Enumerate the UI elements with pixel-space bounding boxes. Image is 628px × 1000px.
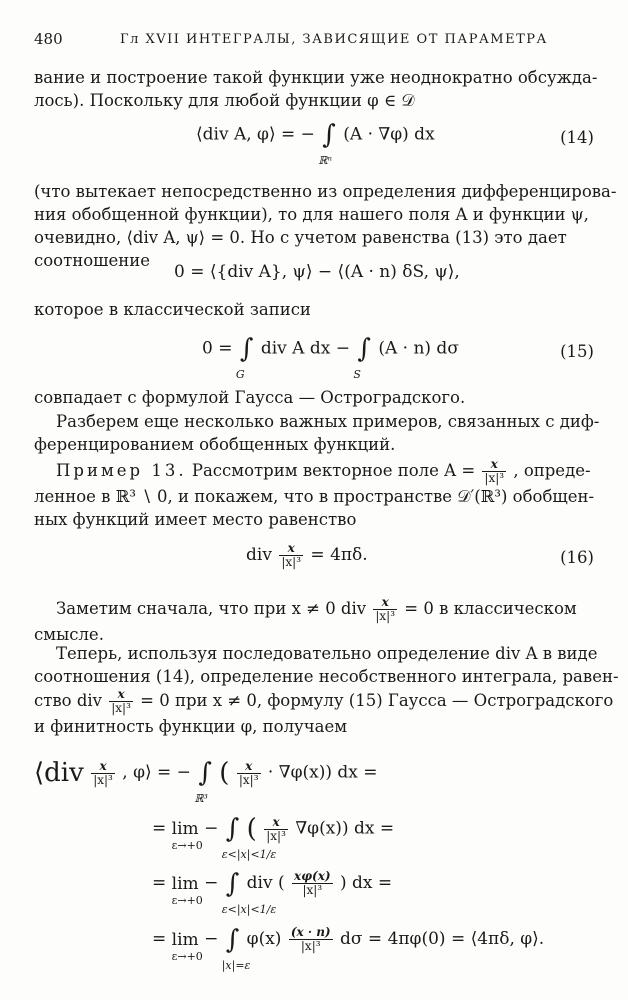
integral-domain: ε<|x|<1/ε xyxy=(221,902,277,916)
text-line: ференцированием обобщенных функций. xyxy=(34,435,396,454)
text-line: (что вытекает непосредственно из определения дифференцирова- xyxy=(34,182,617,201)
text: = 0 в классическом xyxy=(404,599,577,618)
equation-number-15: (15) xyxy=(560,342,594,361)
eq-text: · ∇φ(x)) dx = xyxy=(267,762,378,783)
numerator: x xyxy=(109,688,133,702)
page-number: 480 xyxy=(34,30,63,48)
denominator: |x|³ xyxy=(375,609,396,623)
fraction xyxy=(91,760,115,787)
integral-domain: G xyxy=(235,368,245,381)
text: = 0 при x ≠ 0, формулу (15) Гаусса — Остроградского xyxy=(140,691,614,710)
eq-text: 0 = xyxy=(202,338,233,359)
eq-text: (A · n) dσ xyxy=(378,338,459,359)
paragraph-4 xyxy=(34,386,594,409)
eq-text: div ( xyxy=(246,873,285,893)
lim-text: lim xyxy=(171,929,199,950)
integral-domain: ε<|x|<1/ε xyxy=(221,848,277,861)
integral-domain: ℝ³ xyxy=(194,792,208,805)
integral-domain: |x|=ε xyxy=(221,958,251,972)
example-label: Пример 13. xyxy=(56,461,187,480)
eq-text: ) dx = xyxy=(339,873,393,893)
numerator: x xyxy=(237,760,261,774)
equation-15 xyxy=(202,334,459,381)
lim-text: lim xyxy=(171,819,199,839)
text: , опреде- xyxy=(513,461,591,480)
limit-sub: ε→+0 xyxy=(171,949,203,963)
paragraph-3 xyxy=(34,298,594,321)
paren: ( xyxy=(219,758,230,788)
text: ство div xyxy=(34,691,102,710)
text-line xyxy=(34,596,594,623)
equation-16 xyxy=(246,542,368,569)
denominator: |x|³ xyxy=(238,772,259,787)
integral-sign: ∫ S xyxy=(357,336,371,362)
fraction xyxy=(264,816,288,843)
eq-text: , φ⟩ = − xyxy=(122,762,191,783)
numerator: x xyxy=(264,816,288,830)
paragraph-1 xyxy=(34,66,598,112)
numerator: x xyxy=(373,596,397,610)
integral-sign: ∫ ε<|x|<1/ε xyxy=(226,816,240,842)
eq-text: φ(x) xyxy=(246,929,282,949)
eq-text: div xyxy=(246,545,272,565)
numerator: xφ(x) xyxy=(294,869,331,883)
denominator: |x|³ xyxy=(300,939,321,953)
text-line: ния обобщенной функции), то для нашего поля A и функции ψ, xyxy=(34,205,589,224)
equation-number-16: (16) xyxy=(560,548,594,567)
integral-sign: ∫ G xyxy=(240,336,254,362)
integral-domain: S xyxy=(353,368,361,381)
eq-text: − xyxy=(204,818,219,839)
eq-text: = xyxy=(152,873,167,893)
fraction xyxy=(373,596,397,623)
fraction xyxy=(237,760,261,787)
equation-14 xyxy=(196,120,435,167)
limit xyxy=(171,929,203,963)
eq-text: = xyxy=(152,929,167,949)
derivation-line-1 xyxy=(34,758,378,805)
eq-text: (A · ∇φ) dx xyxy=(343,124,435,145)
text-line: соотношения (14), определение несобственного интеграла, равен- xyxy=(34,667,619,686)
fraction xyxy=(482,458,506,485)
text-line: ленное в ℝ³ ∖ 0, и покажем, что в пространстве 𝒟′(ℝ³) обобщен- xyxy=(34,487,595,506)
text: Рассмотрим векторное поле A = xyxy=(191,461,476,480)
limit-sub: ε→+0 xyxy=(171,893,203,907)
text-line: вание и построение такой функции уже неоднократно обсужда- xyxy=(34,68,598,87)
denominator: |x|³ xyxy=(302,883,323,897)
eq-text: − xyxy=(204,873,219,893)
text-line: и финитность функции φ, получаем xyxy=(34,717,348,736)
limit xyxy=(171,819,203,852)
numerator: x xyxy=(482,458,506,472)
example-13 xyxy=(34,458,594,531)
fraction xyxy=(289,926,333,953)
text-line xyxy=(34,687,614,715)
derivation-line-2 xyxy=(152,814,395,861)
eq-text: = xyxy=(152,818,167,839)
text-line: Разберем еще несколько важных примеров, связанных с диф- xyxy=(56,412,600,431)
numerator: (x · n) xyxy=(290,925,331,939)
eq-text: ∇φ(x)) dx = xyxy=(295,818,395,839)
limit xyxy=(171,873,203,907)
text-line: смысле. xyxy=(34,625,104,644)
angle-bracket: ⟨div xyxy=(34,758,84,788)
integral-sign: ∫ ℝⁿ xyxy=(322,122,336,148)
text-line xyxy=(34,458,594,485)
lim-text: lim xyxy=(171,873,199,894)
derivation-line-4 xyxy=(152,924,545,972)
integral-sign: ∫ ℝ³ xyxy=(198,760,212,786)
limit-sub: ε→+0 xyxy=(171,839,203,852)
derivation-line-3 xyxy=(152,868,393,916)
text-line: очевидно, ⟨div A, ψ⟩ = 0. Но с учетом равенства (13) это дает xyxy=(34,228,567,247)
fraction xyxy=(292,870,333,897)
paragraph-6 xyxy=(34,596,594,646)
paragraph-7 xyxy=(34,642,619,738)
numerator: x xyxy=(91,760,115,774)
eq-text: = 4πδ. xyxy=(310,545,368,565)
denominator: |x|³ xyxy=(266,828,286,843)
equation-relation: 0 = ⟨{div A}, ψ⟩ − ⟨(A · n) δS, ψ⟩, xyxy=(174,262,460,282)
numerator: x xyxy=(279,542,303,556)
integral-domain: ℝⁿ xyxy=(318,154,332,167)
denominator: |x|³ xyxy=(111,701,131,715)
paragraph-2 xyxy=(34,180,617,272)
integral-sign: ∫ ε<|x|<1/ε xyxy=(226,871,240,897)
equation-number-14: (14) xyxy=(560,128,594,147)
fraction xyxy=(279,542,303,569)
paragraph-5 xyxy=(34,410,600,456)
text-line: которое в классической записи xyxy=(34,300,311,319)
text-line: ных функций имеет место равенство xyxy=(34,510,357,529)
eq-text: − xyxy=(204,929,219,949)
denominator: |x|³ xyxy=(484,471,505,485)
integral-sign: ∫ |x|=ε xyxy=(226,927,240,953)
text: Заметим сначала, что при x ≠ 0 div xyxy=(56,599,367,618)
text-line: соотношение xyxy=(34,251,151,270)
running-head: Гл XVII ИНТЕГРАЛЫ, ЗАВИСЯЩИЕ ОТ ПАРАМЕТРА xyxy=(120,32,548,47)
text-line: совпадает с формулой Гаусса — Остроградского. xyxy=(34,388,466,407)
fraction xyxy=(109,688,133,715)
paren: ( xyxy=(246,814,257,844)
text-line: лось). Поскольку для любой функции φ ∈ 𝒟 xyxy=(34,91,415,110)
eq-text: dσ = 4πφ(0) = ⟨4πδ, φ⟩. xyxy=(340,929,545,949)
eq-text: ⟨div A, φ⟩ = − xyxy=(196,124,315,145)
denominator: |x|³ xyxy=(281,555,302,569)
text-line: Теперь, используя последовательно определение div A в виде xyxy=(56,644,598,663)
denominator: |x|³ xyxy=(93,772,113,787)
eq-text: div A dx − xyxy=(260,338,350,359)
